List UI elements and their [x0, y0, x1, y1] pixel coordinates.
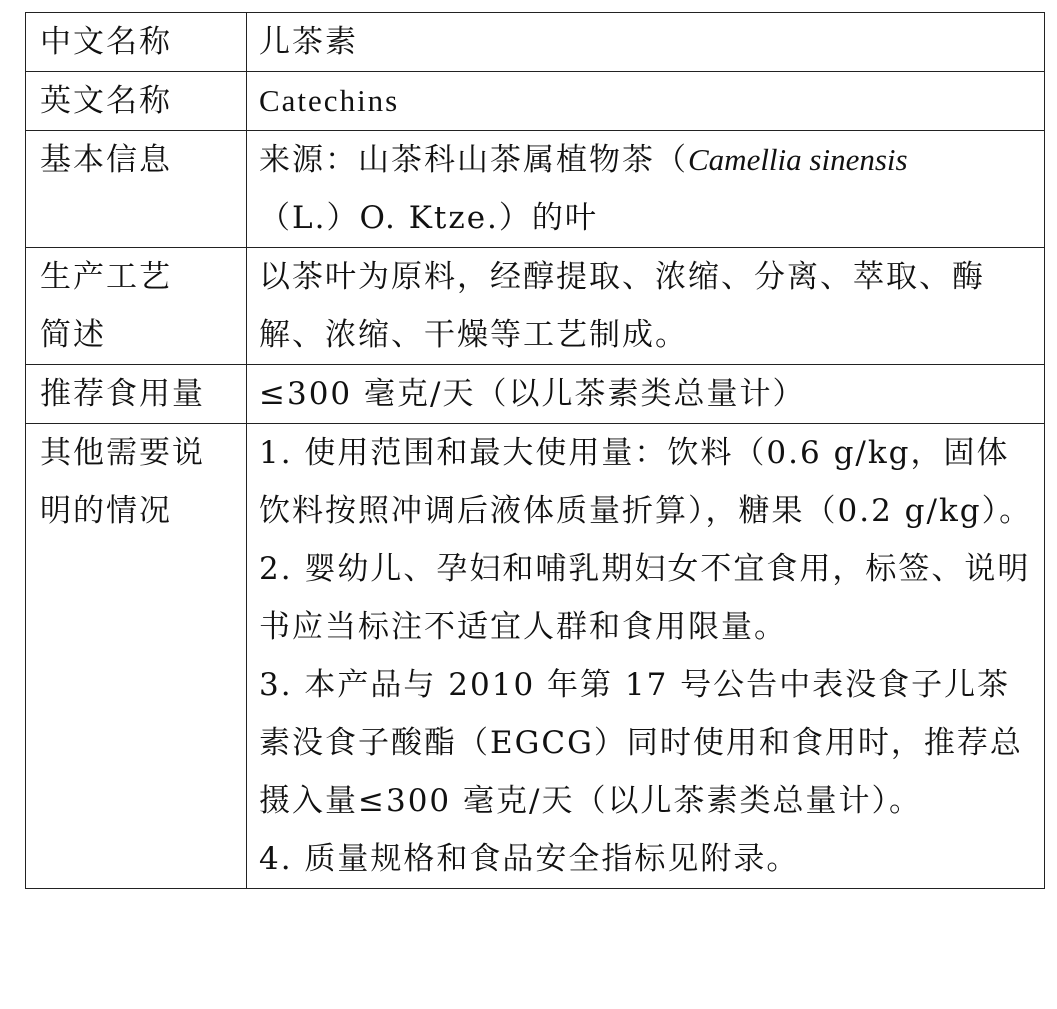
catechins-info-table	[25, 12, 1045, 889]
row-english-name	[26, 72, 1045, 131]
value-dosage: ≤300 毫克/天（以儿茶素类总量计）	[247, 365, 1045, 424]
row-dosage	[26, 365, 1045, 424]
row-other	[26, 424, 1045, 889]
value-english-name: Catechins	[247, 72, 1045, 131]
label-other	[26, 424, 247, 889]
label-english-name: 英文名称	[26, 72, 247, 131]
row-process	[26, 248, 1045, 365]
label-other-line2: 明的情况	[40, 493, 172, 529]
source-suffix: （L.）O. Ktze.）的叶	[259, 200, 598, 236]
value-basic-info	[247, 131, 1045, 248]
label-dosage: 推荐食用量	[26, 365, 247, 424]
note-item: 2. 婴幼儿、孕妇和哺乳期妇女不宜食用，标签、说明书应当标注不适宜人群和食用限量。	[259, 551, 1031, 645]
label-process-line2: 简述	[40, 317, 106, 353]
row-chinese-name	[26, 13, 1045, 72]
note-item: 3. 本产品与 2010 年第 17 号公告中表没食子儿茶素没食子酸酯（EGCG）同时使用和食用时，推荐总摄入量≤300 毫克/天（以儿茶素类总量计）。	[259, 667, 1023, 819]
species-name: Camellia sinensis	[688, 142, 908, 177]
label-chinese-name: 中文名称	[26, 13, 247, 72]
source-prefix: 来源：山茶科山茶属植物茶（	[259, 142, 688, 178]
label-process-line1: 生产工艺	[40, 259, 172, 295]
label-basic-info: 基本信息	[26, 131, 247, 248]
label-other-line1: 其他需要说	[40, 435, 205, 471]
value-other	[247, 424, 1045, 889]
note-item: 4. 质量规格和食品安全指标见附录。	[259, 841, 800, 877]
label-process	[26, 248, 247, 365]
note-item: 1. 使用范围和最大使用量：饮料（0.6 g/kg，固体饮料按照冲调后液体质量折算），糖果（0.2 g/kg）。	[259, 435, 1033, 529]
row-basic-info	[26, 131, 1045, 248]
value-chinese-name: 儿茶素	[247, 13, 1045, 72]
value-process: 以茶叶为原料，经醇提取、浓缩、分离、萃取、酶解、浓缩、干燥等工艺制成。	[247, 248, 1045, 365]
